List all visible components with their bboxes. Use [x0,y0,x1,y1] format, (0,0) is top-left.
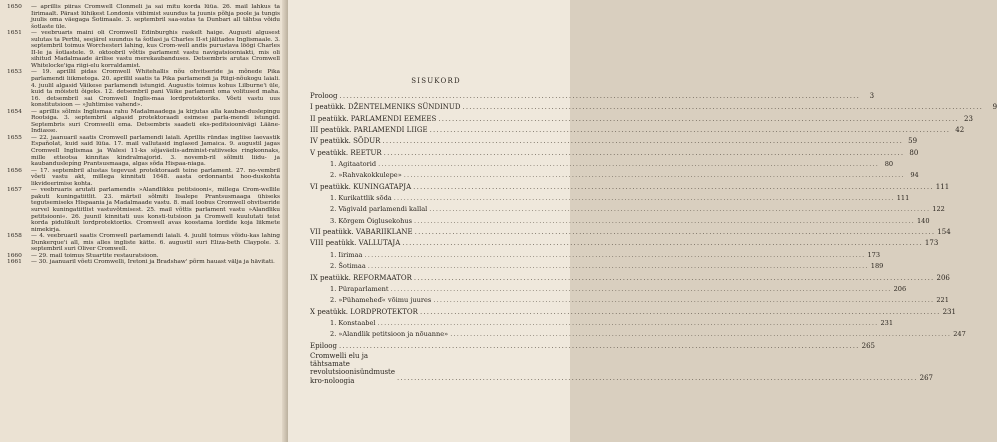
toc-leader-dots [414,273,935,284]
chronology-entry [7,109,280,135]
toc-page-number: 154 [937,228,951,237]
toc-entry-label: II peatükk. PARLAMENDI EEMEES [310,114,437,123]
toc-entry [310,125,965,136]
toc-entry [310,273,950,284]
toc-page-number: 173 [867,250,881,259]
chronology-text: — 4. veebruaril saatis Cromwell parlamendi laiali. 4. juulil toimus võidu-kas lahing Dunkerque'i all, mis alles ingliste kätte. 6. augustil suri Eliza-beth Claypole. 3. septembril suri Oliver Cromwell. [31,233,280,253]
toc-entry [310,341,875,352]
toc-entry [310,227,951,238]
toc-entry-label: 1. Iirimaa [330,250,363,259]
toc-subentry [310,318,894,329]
chronology-entry [7,168,280,188]
toc-page-number: 231 [942,307,956,316]
toc-entry-label: VIII peatükk. VALLUTAJA [310,239,401,248]
toc-page-number: 111 [896,194,910,203]
toc-leader-dots [413,182,934,193]
toc-leader-dots [450,329,951,340]
chronology-text: — 29. mail toimus Stuartite restauratsioon. [31,252,159,259]
toc-leader-dots [404,170,905,181]
chronology-entry [7,30,280,69]
toc-entry [310,91,875,102]
chronology-page [0,0,288,442]
toc-page-number: 173 [924,239,939,248]
chronology-entry [7,187,280,233]
toc-leader-dots [415,227,936,238]
chronology-year: 1655 [7,134,22,141]
chronology-year: 1656 [7,167,22,174]
chronology-entry [7,135,280,168]
toc-entry [310,136,918,147]
toc-leader-dots [339,91,860,102]
toc-page-number: 265 [861,341,875,350]
toc-entry-label: IV peatükk. SÕDUR [310,137,381,146]
toc-entry-label: Cromwelli elu ja tähtsamate revolutsioonisündmuste kro-noloogia [310,351,396,385]
toc-subentry [310,295,949,306]
toc-subentry [310,193,910,204]
toc-leader-dots [420,307,941,318]
chronology-entry [7,259,280,266]
toc-entry-label: 1. Agitaatorid [330,160,377,169]
chronology-text: — aprillis sõlmis Inglismaa rahu Madalmaadega ja kirjutas alla kauban-duslepingu Rootsiga. 3. septembril algasid protektoraadi esimese parla-mendi istungid. Septembris suri Cromwelli ema. Detsembris saadeti eks-peditsioonivägi Lääne-Indiasse. [31,108,280,135]
contents-title: SISUKORD [411,77,461,85]
toc-entry-label: III peatükk. PARLAMENDI LIIGE [310,126,428,135]
chronology-entry [7,4,280,30]
chronology-entry [7,233,280,253]
toc-entry-label: V peatükk. REETUR [310,148,382,157]
toc-page-number: 221 [936,296,949,305]
toc-leader-dots [364,250,865,261]
toc-page-number: 206 [936,273,950,282]
toc-subentry [310,159,894,170]
chronology-year: 1653 [7,69,22,76]
toc-entry-label: Proloog [310,92,338,100]
toc-leader-dots [433,295,934,306]
toc-entry-label: 2. »Pühameheď« võimu juures [330,296,432,305]
toc-page-number: 247 [953,330,966,339]
chronology-year: 1658 [7,233,22,240]
toc-entry-label: 1. Konstaabel [330,318,376,327]
toc-page-number: 9 [992,103,997,112]
toc-entry-label: X peatükk. LORDPROTEKTOR [310,307,418,316]
toc-subentry [310,250,881,261]
toc-page-number: 231 [880,318,894,327]
toc-page-number: 206 [893,284,907,293]
toc-page-number: 189 [870,262,884,271]
chronology-entry [7,69,280,108]
toc-leader-dots [462,102,983,113]
toc-leader-dots [429,204,930,215]
toc-subentry [310,170,919,181]
toc-entry-label: Epiloog [310,341,337,350]
toc-leader-dots [377,318,878,329]
chronology-year: 1650 [7,4,22,10]
toc-page-number: 111 [935,182,950,191]
chronology-text: — 30. jaanuaril võeti Cromwelli, Iretoni ja Bradshaw' põrm hauast välja ja hävitati. [31,259,275,266]
toc-entry-label: VII peatükk. VABARIIKLANE [310,228,413,237]
toc-page-number: 140 [916,216,930,225]
toc-subentry [310,284,907,295]
toc-leader-dots [382,136,903,147]
toc-page-number: 23 [964,114,973,123]
chronology-text: — 19. aprillil pidas Cromwell Whitehallis nõu ohvitseride ja mõnede Pika parlamendi liikmetega. 20. aprillil saatis ta Pika parlamendi ja Riigi-nõukogu laiali. 4. juulil algasid Väikese parlamendi istungid. Augustis toimus kohus Lilburne'i üle, kuid ta mõisteti õigeks. 12. detsembril pani Väike parlament oma volitused maha. 16. detsembril sai Cromwell Inglis-maa lordprotektoriks. Võeti vastu uus konstitutsioon — »Juhtimise vahend». [31,69,280,109]
chronology-year: 1654 [7,108,22,115]
toc-subentry [310,216,930,227]
toc-entry-label: 2. »Rahvakokkulepe» [330,171,402,180]
toc-entry [310,351,933,385]
toc-page-number: 80 [909,148,919,157]
chronology-text: — aprillis piiras Cromwell Clonmeli ja sai mitu korda lüüa. 26. mail lahkus ta Iirimaalt. Pärast lühikest Londonis viibimist suundus ta juunis põhja poole ja tungis juulis oma väegaga Šotimaale. 3. septembril saa-sutas ta Dunbari all tähtsa võidu šotlaste üle. [31,4,280,30]
chronology-text: — 22. jaanuaril saatis Cromwell parlamendi laiali. Aprillis ründas ingliise laevastik Españolat, kuid said lüüa. 17. mail vallutasid inglased Jamaica. 9. augustil jagas Cromwell Inglismaa ja Walesi 11-ks sõjaväelis-administ-ratiivseks ringkonnaks, mille etteotsa kinnitas kindralmajorid. 3. novemb-ril sõlmiti liidu- ja kaubanduslepíng Prantsusmaaga, algas sõda Hispaa-niaga. [31,134,280,168]
chronology-text: — veebruaris maini oli Cromwell Edinburghis raskelt haige. Augusti algusest sulutas ta Perthi, seejärel suundus ta šotlasi ja Charles II-st jälitades Inglismaale. 3. septembril toimus Worchesteri lahing, kus Crom-well andis purustava löögi Charles II-le ja šotlastele. 9. oktoobril võttis parlament vastu navigatsiooniakti, mis oli sihitud Madalmaade ärilise vastu merekaubanduses. Detsembris arutas Cromwell Whitelocke'iga riigi-elu korraldamist. [31,30,280,69]
toc-entry-label: 2. »Alandlik petitsioon ja nõuanne» [330,330,449,339]
chronology-year: 1661 [7,259,22,266]
toc-leader-dots [402,238,923,249]
toc-entry [310,114,973,125]
toc-page-number: 94 [910,171,919,180]
contents-page [288,0,997,442]
toc-entry-label: VI peatükk. KUNINGATAPJA [310,182,412,191]
toc-entry-label: 1. Kurikattlik sõda [330,194,392,203]
toc-page-number: 267 [919,374,933,383]
toc-subentry [310,329,966,340]
toc-entry [310,182,950,193]
toc-leader-dots [394,193,895,204]
toc-leader-dots [391,284,892,295]
toc-entry [310,102,997,113]
toc-page-number: 59 [908,137,918,146]
toc-leader-dots [339,341,860,352]
chronology-list [7,4,280,266]
toc-page-number: 3 [869,92,875,100]
chronology-year: 1660 [7,252,22,259]
chronology-year: 1657 [7,187,22,194]
toc-entry-label: I peatükk. DŽENTELMENIKS SÜNDINUD [310,103,461,112]
toc-leader-dots [378,159,879,170]
contents-list [310,91,997,385]
toc-leader-dots [397,373,918,384]
toc-entry [310,238,939,249]
toc-leader-dots [430,125,951,136]
toc-page-number: 122 [932,205,945,214]
toc-leader-dots [368,261,869,272]
chronology-year: 1651 [7,30,22,37]
toc-leader-dots [438,114,959,125]
toc-entry-label: 3. Kõrgem Õiglusekohus [330,216,412,225]
chronology-text: — 17. septembril alustas tegevust protektoraadi teine parlament. 27. no-vembril võeti vastu akt, millega kinnitati 1648. aasta ordonnantsi hoo-duskohta likvideerimise kohta. [31,167,280,187]
toc-leader-dots [384,148,905,159]
chronology-text: — veebruaris arutati parlamendis »Alandlikku petitsiooni«, millega Crom-wellile pakuti kuningatiitlit. 23. märtsil sõlmiti lisalepe Prantsusmaaga ühiseks tegutsemiseks Hispaania ja Madalmaade vastu. 8. mail loobus Cromwell ohvitseride survel kuningatiitlist vastuvõtmisest. 25. mail võttis parlament vastu »Alandliku petitsiooni«. 26. juunil kinnitati uus konsti-tutsioon ja Cromwell kuulutati teist korda pidulikult lordprotektoriks. Cromwell avas koostama lordide koja liikmete nimekirja. [31,187,280,233]
toc-page-number: 80 [884,160,894,169]
toc-entry-label: 2. Vägivald parlamendi kallal [330,205,428,214]
toc-entry-label: 1. Püraparlament [330,284,389,293]
toc-page-number: 42 [955,126,965,135]
toc-subentry [310,204,945,215]
toc-leader-dots [414,216,915,227]
toc-subentry [310,261,884,272]
toc-entry-label: 2. Šotimaa [330,262,366,271]
toc-entry-label: IX peatükk. REFORMAATOR [310,273,412,282]
toc-entry [310,307,956,318]
toc-entry [310,148,919,159]
